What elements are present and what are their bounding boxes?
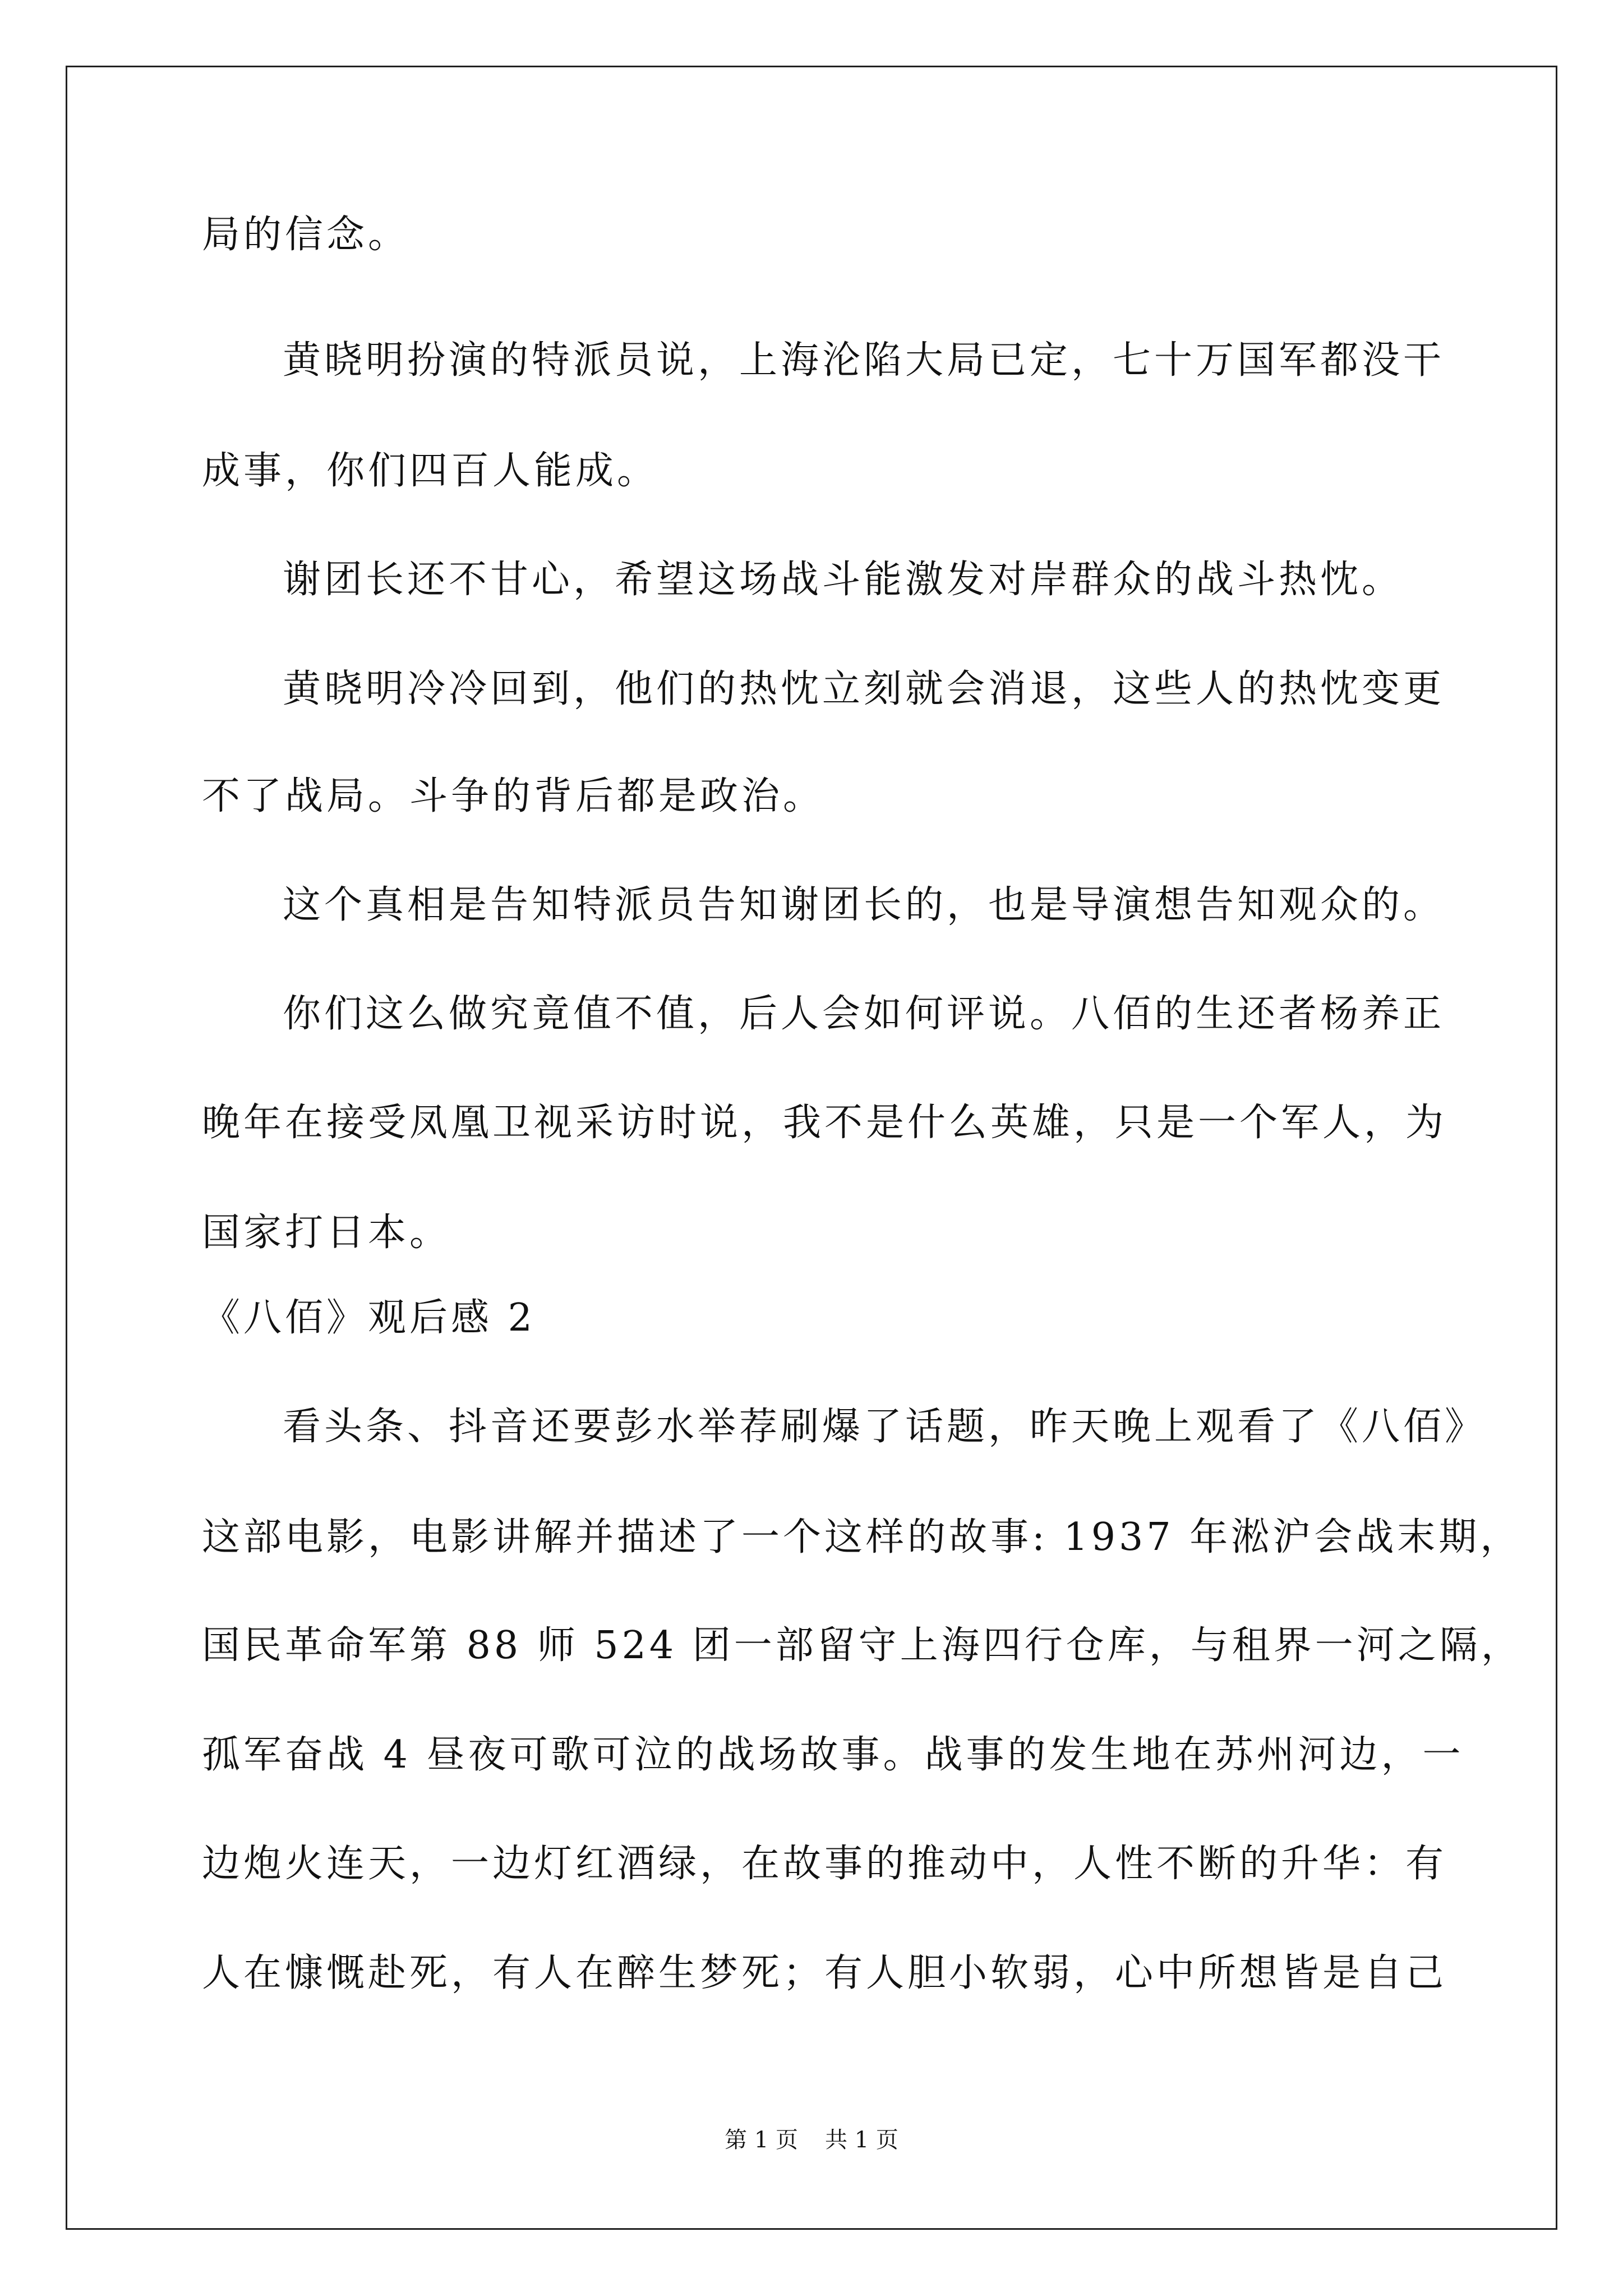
text-line: 国民革命军第 88 师 524 团一部留守上海四行仓库，与租界一河之隔， <box>202 1623 1523 1668</box>
paragraph-line: 这个真相是告知特派员告知谢团长的，也是导演想告知观众的。 <box>283 883 1445 927</box>
text-line: 国家打日本。 <box>202 1211 451 1255</box>
page-total: 共 1 页 <box>825 2127 898 2153</box>
text-line: 人在慷慨赴死，有人在醉生梦死；有人胆小软弱，心中所想皆是自己 <box>202 1951 1447 1995</box>
text-line: 孤军奋战 4 昼夜可歌可泣的战场故事。战事的发生地在苏州河边，一 <box>202 1733 1464 1777</box>
text-line: 成事，你们四百人能成。 <box>202 449 659 493</box>
paragraph-line: 看头条、抖音还要彭水举荐刷爆了话题，昨天晚上观看了《八佰》 <box>283 1405 1487 1449</box>
text-line: 晚年在接受凤凰卫视采访时说，我不是什么英雄，只是一个军人，为 <box>202 1101 1447 1145</box>
paragraph-line: 谢团长还不甘心，希望这场战斗能激发对岸群众的战斗热忱。 <box>283 558 1404 602</box>
paragraph-line: 你们这么做究竟值不值，后人会如何评说。八佰的生还者杨养正 <box>283 992 1445 1036</box>
section-heading: 《八佰》观后感 2 <box>202 1296 536 1340</box>
page-number: 第 1 页 <box>725 2127 798 2153</box>
text-line: 边炮火连天，一边灯红酒绿，在故事的推动中，人性不断的升华：有 <box>202 1842 1447 1886</box>
text-line: 不了战局。斗争的背后都是政治。 <box>202 774 825 818</box>
page-border <box>66 66 1557 2230</box>
text-line: 局的信念。 <box>202 213 410 257</box>
page-footer <box>0 2129 1623 2151</box>
paragraph-line: 黄晓明扮演的特派员说，上海沦陷大局已定，七十万国军都没干 <box>283 338 1445 383</box>
paragraph-line: 黄晓明冷冷回到，他们的热忱立刻就会消退，这些人的热忱变更 <box>283 667 1445 711</box>
text-line: 这部电影，电影讲解并描述了一个这样的故事: 1937 年淞沪会战末期， <box>202 1515 1522 1559</box>
